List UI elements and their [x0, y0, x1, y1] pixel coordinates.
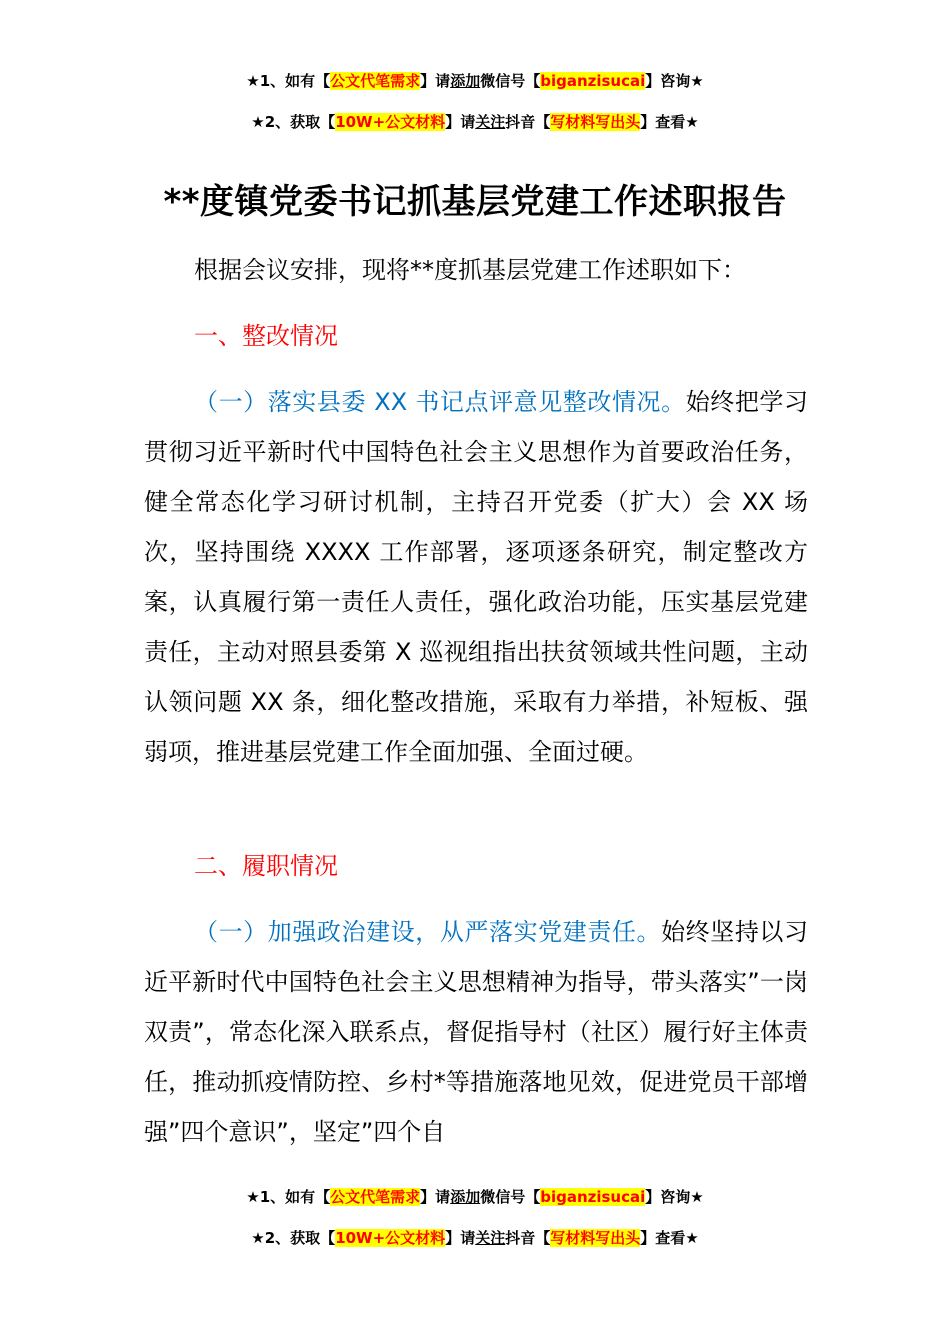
ad-text: 】请: [445, 113, 476, 131]
section-2-paragraph: [144, 907, 808, 1157]
ad-text: 抖音【: [505, 113, 551, 131]
ad-text: 微信号【: [480, 72, 541, 90]
ad-text: ★2、获取【: [251, 113, 336, 131]
ad-text: ★1、如有【: [246, 1188, 331, 1206]
section-2-subheading: （一）加强政治建设，从严落实党建责任。: [194, 918, 662, 946]
ad-text: 】请: [420, 1188, 451, 1206]
ad-text: 】咨询★: [645, 72, 704, 90]
intro-paragraph: 根据会议安排，现将**度抓基层党建工作述职如下：: [194, 256, 746, 284]
ad-text: 】请: [420, 72, 451, 90]
ad-line-2-top: [0, 111, 950, 133]
ad-text: 】查看★: [640, 1229, 699, 1247]
ad-highlight: 写材料写出头: [550, 113, 641, 131]
ad-highlight: biganzisucai: [540, 72, 646, 90]
section-2-heading: 二、履职情况: [194, 852, 338, 880]
ad-text: 】咨询★: [645, 1188, 704, 1206]
ad-text: ★1、如有【: [246, 72, 331, 90]
ad-underlined-text: 关注: [475, 113, 506, 131]
ad-highlight: 公文代笔需求: [330, 72, 421, 90]
ad-highlight: 公文代笔需求: [330, 1188, 421, 1206]
section-1-paragraph: [144, 377, 808, 777]
ad-line-1-bottom: [0, 1186, 950, 1208]
ad-line-2-bottom: [0, 1227, 950, 1249]
ad-underlined-text: 添加: [450, 1188, 481, 1206]
ad-highlight: 10W+公文材料: [335, 1229, 446, 1247]
document-title: **度镇党委书记抓基层党建工作述职报告: [163, 182, 787, 222]
ad-underlined-text: 添加: [450, 72, 481, 90]
ad-text: ★2、获取【: [251, 1229, 336, 1247]
section-1-heading: 一、整改情况: [194, 322, 338, 350]
ad-highlight: biganzisucai: [540, 1188, 646, 1206]
ad-text: 】查看★: [640, 113, 699, 131]
ad-underlined-text: 关注: [475, 1229, 506, 1247]
section-1-subheading: （一）落实县委 XX 书记点评意见整改情况。: [194, 388, 686, 416]
section-2-body: 始终坚持以习近平新时代中国特色社会主义思想精神为指导，带头落实”一岗双责”，常态化深入联系点，督促指导村（社区）履行好主体责任，推动抓疫情防控、乡村*等措施落地见效，促进党员干部增强”四个意识”，坚定”四个自: [144, 918, 809, 1146]
ad-highlight: 写材料写出头: [550, 1229, 641, 1247]
section-1-body: 始终把学习贯彻习近平新时代中国特色社会主义思想作为首要政治任务，健全常态化学习研讨机制，主持召开党委（扩大）会 XX 场次，坚持围绕 XXXX 工作部署，逐项逐条研究，制定整改方案，认真履行第一责任人责任，强化政治功能，压实基层党建责任，主动对照县委第 X 巡视组指出扶贫领域共性问题，主动认领问题 XX 条，细化整改措施，采取有力举措，补短板、强弱项，推进基层党建工作全面加强、全面过硬。: [144, 388, 809, 766]
ad-highlight: 10W+公文材料: [335, 113, 446, 131]
ad-line-1-top: [0, 70, 950, 92]
ad-text: 】请: [445, 1229, 476, 1247]
ad-text: 微信号【: [480, 1188, 541, 1206]
ad-text: 抖音【: [505, 1229, 551, 1247]
